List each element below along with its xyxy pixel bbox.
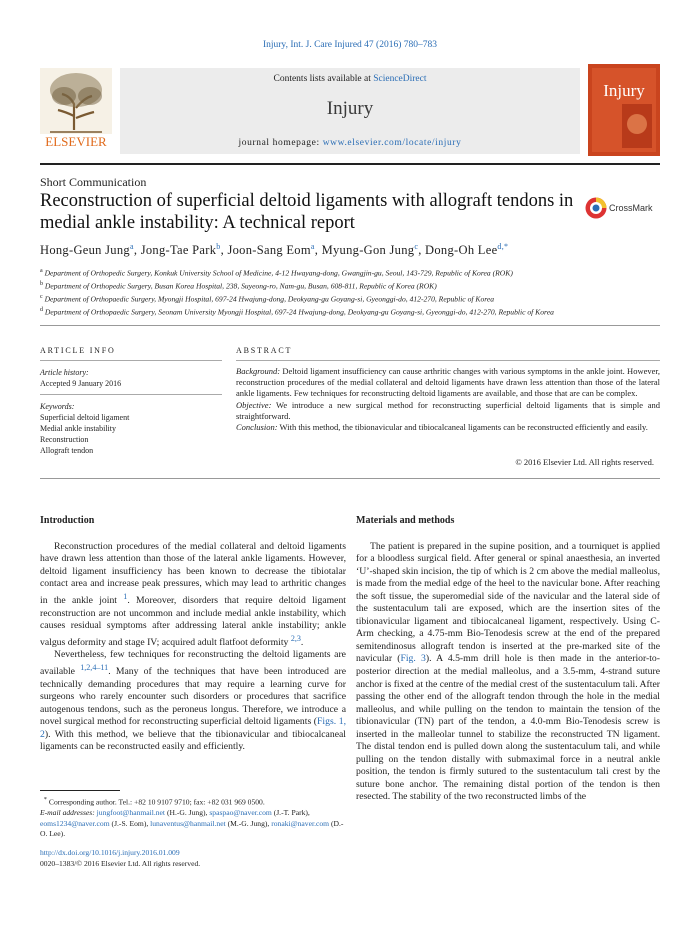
email-link[interactable]: ronaki@naver.com [271,818,330,828]
contents-prefix: Contents lists available at [273,74,374,84]
abstract-objective [236,400,660,422]
header-divider [40,163,660,165]
sciencedirect-link[interactable]: ScienceDirect [373,74,427,84]
journal-citation[interactable]: Injury, Int. J. Care Injured 47 (2016) 780–783 [262,40,438,50]
conclusion-text: With this method, the tibionavicular and tibiocalcaneal ligaments can be reconstructed efficiently and easily. [277,422,648,433]
history-label: Article history: [40,368,89,377]
author-name: Jong-Tae Park [140,243,217,258]
email-link[interactable]: eoms1234@naver.com [40,818,110,828]
article-history [40,367,121,389]
background-label: Background: [236,366,281,376]
footnote-divider [40,790,120,791]
affiliation-item: $^a$ Department of Orthopedic Surgery, Konkuk University School of Medicine, 4-12 Hwayang-dong, Gwangjin-gu, Seoul, 143-729, Republic of Korea (ROK) [40,268,513,278]
elsevier-wordmark: ELSEVIER [45,134,107,148]
keywords-block [40,401,129,456]
homepage-line [120,138,580,148]
divider [40,360,222,361]
introduction-paragraph-1 [40,541,346,650]
homepage-prefix: journal homepage: [238,138,323,148]
intro-p1-text: Reconstruction procedures of the medial collateral and deltoid ligaments have drawn less attention than those of the lateral ankle ligaments. However, deltoid ligament insufficiency has been known to decrease the tibiotalar contact area and increase peak pressures, which may lead to arthritic changes in the ankle joint [40,540,346,606]
intro-p1-text: . [300,636,304,648]
author-affiliation-marker[interactable]: a [310,242,315,251]
homepage-link[interactable]: www.elsevier.com/locate/injury [322,138,462,148]
author-affiliation-marker[interactable]: a [129,242,134,251]
email-link[interactable]: spaspao@naver.com [209,808,272,818]
doi-link[interactable]: http://dx.doi.org/10.1016/j.injury.2016.01.009 [40,848,180,857]
corresponding-author: * Corresponding author. Tel.: +82 10 9107 9710; fax: +82 031 969 0500. [43,796,265,807]
abstract-background [236,366,660,400]
crossmark-label: CrossMark [609,203,653,213]
keyword-list [40,412,129,456]
journal-name: Injury [326,98,374,119]
intro-p2-text: Nevertheless, few techniques for reconstructing the deltoid ligaments are available [40,649,346,678]
divider [236,360,660,361]
corresponding-author-footnote [40,795,346,840]
affiliation-item: $^c$ Department of Orthopaedic Surgery, Myongji Hospital, 697-24 Hwajung-dong, Deokyang-gu Goyang-si, Gyeonggi-do, 412-270, Republic of Korea [40,294,495,304]
abstract-label: ABSTRACT [236,346,293,355]
reference-link[interactable]: 2,3 [290,633,301,643]
methods-p1-text: The patient is prepared in the supine position, and a tourniquet is applied for a bloodless surgical field. After general or spinal anaesthesia, an inverted ‘U’-shaped skin incision, the tip of which is 2 cm above the medial malleolus, is made from the medial edge of the heel to the navicular bone. After reaching the soft tissue, the superomedial side of the navicular and the lateral side of the sustentaculum tali are exposed, which are the insertion sites of the tibionavicular ligament and tibiocalcaneal ligament, respectively. Using C-Arm checking, a 4.75-mm Bio-Tenodesis screw at the end of the prepared semitendinosus allograft tendon is inserted at the pre-marked site of the navicular ( [356,540,660,665]
reference-link[interactable]: 1,2,4–11 [80,662,109,672]
affiliation-item: $^b$ Department of Orthopedic Surgery, Busan Korea Hospital, 238, Suyeong-ro, Nam-gu, Busan, 608-811, Republic of Korea (ROK) [40,281,437,291]
email-addresses: E-mail addresses: jungfoot@hanmail.net (H.-G. Jung), spaspao@naver.com (J.-T. Park), eoms1234@naver.com (J.-S. Eom), lunaventus@hanmail.net (M.-G. Jung), ronaki@naver.com (D.-O. Lee). [40,808,344,839]
journal-cover-image [588,64,660,156]
author-affiliation-marker[interactable]: b [216,242,221,251]
journal-banner [120,68,580,154]
author-affiliation-marker[interactable]: c [414,242,419,251]
author-name: Joon-Sang Eom [227,243,311,258]
affiliation-list [40,266,660,319]
intro-p1-text: . Moreover, disorders that require deltoid ligament reconstruction are not uncommon and include medial ankle instability, which causes residual symptoms after addressing lateral ankle instability; ankle valgus deformity and stage IV; acquired adult flatfoot deformity [40,594,346,648]
article-info-label: ARTICLE INFO [40,346,116,355]
author-affiliation-marker[interactable]: d,* [497,242,509,251]
introduction-heading: Introduction [40,515,95,526]
keywords-label: Keywords: [40,402,75,411]
keyword-item: Medial ankle instability [40,424,116,433]
methods-heading: Materials and methods [356,515,455,526]
abstract-conclusion [236,422,660,433]
cover-title: Injury [603,81,645,100]
divider [40,325,660,326]
author-name: Myung-Gon Jung [321,243,415,258]
email-label: E-mail addresses: [40,808,95,818]
objective-text: We introduce a new surgical method for reconstructing superficial deltoid ligaments that is simple and straightforward. [236,399,660,421]
conclusion-label: Conclusion: [236,422,278,433]
article-title: Reconstruction of superficial deltoid ligaments with allograft tendons in medial ankle instability: A technical report [40,191,574,233]
intro-p2-text: ). With this method, we believe that the tibionavicular and tibiocalcaneal ligaments can be reconstructed easily and efficiently. [40,728,346,753]
introduction-section [40,515,346,754]
keyword-item: Allograft tendon [40,446,94,455]
doi-block [40,848,346,869]
crossmark-badge[interactable] [585,196,661,222]
background-text: Deltoid ligament insufficiency can cause arthritic changes with various symptoms in the ankle joint. However, reconstruction procedures of the medial collateral and deltoid ligaments have drawn less attention than those of the lateral ankle ligaments. Few techniques for reconstructing deltoid ligaments are available, and those that are can be complex. [236,366,660,399]
figure-link[interactable]: Fig. 3 [400,653,426,665]
elsevier-tree-icon [40,68,112,148]
journal-header [40,68,660,158]
methods-p1-text: ). A 4.5-mm drill hole is then made in the anterior-to-posterior direction at the medial malleolus, and a 3.5-mm, 4-strand suture anchor is fixed at the centre of the medial crest of the sustentaculum tali. After passing the other end of the allograft tendon through the hole in the medial malleolus, and while pulling on the tendon to maintain the tension of the tibionavicular (TN) part of the tendon, a 4.0-mm Bio-Tenodesis screw is inserted in the malleolar tunnel to stabilize the reconstructed TN ligament. The distal tendon end is pulled down along the sustentaculum tali, and while pulling on the tendon distally with submaximal force in a neutral ankle position, the tendon is firmly sutured to the sustentaculum tali crest by the suture bone anchor. The remaining distal portion of the tendon is then resected. The stability of the two reconstructed limbs of the [356,653,660,803]
figure-link[interactable]: Figs. 1, 2 [40,716,346,740]
email-link[interactable]: lunaventus@hanmail.net [150,818,226,828]
email-link[interactable]: jungfoot@hanmail.net [96,808,166,818]
article-type: Short Communication [40,175,147,189]
author-name: Hong-Geun Jung [40,243,130,258]
objective-label: Objective: [236,399,272,410]
keyword-item: Superficial deltoid ligament [40,413,130,422]
methods-section [356,515,660,804]
divider [40,478,660,479]
contents-line [120,74,580,84]
affiliation-item: $^d$ Department of Orthopaedic Surgery, Seonam University Myongji Hospital, 697-24 Hwajung-dong, Deokyang-gu Goyang-si, Gyeonggi-do, 412-270, Republic of Korea [40,307,554,317]
journal-cover[interactable] [588,64,660,156]
keyword-item: Reconstruction [40,435,89,444]
methods-paragraph-1 [356,541,660,804]
intro-p2-text: . Many of the techniques that have been introduced are technically demanding procedures that may require a learning curve for surgeons who rarely encounter such disorders or procedures that sacrifice autogenous tendons, such as the peroneus longus. Therefore, we introduce a novel surgical method for reconstructing superficial deltoid ligaments ( [40,666,346,728]
abstract-copyright: © 2016 Elsevier Ltd. All rights reserved. [515,457,654,467]
introduction-paragraph-2 [40,649,346,754]
author-name: Dong-Oh Lee [425,243,498,258]
reference-link[interactable]: 1 [123,591,128,601]
accepted-date: Accepted 9 January 2016 [40,379,122,388]
divider [40,394,222,395]
abstract-body [236,366,660,433]
author-list: Hong-Geun Jung$^a$, Jong-Tae Park$^b$, Joon-Sang Eom$^a$, Myung-Gon Jung$^c$, Dong-Oh Lee$^{d,*}$ [40,242,509,258]
crossmark-icon [585,196,607,220]
elsevier-logo[interactable] [40,68,112,148]
issn-line: 0020–1383/© 2016 Elsevier Ltd. All rights reserved. [40,858,201,868]
